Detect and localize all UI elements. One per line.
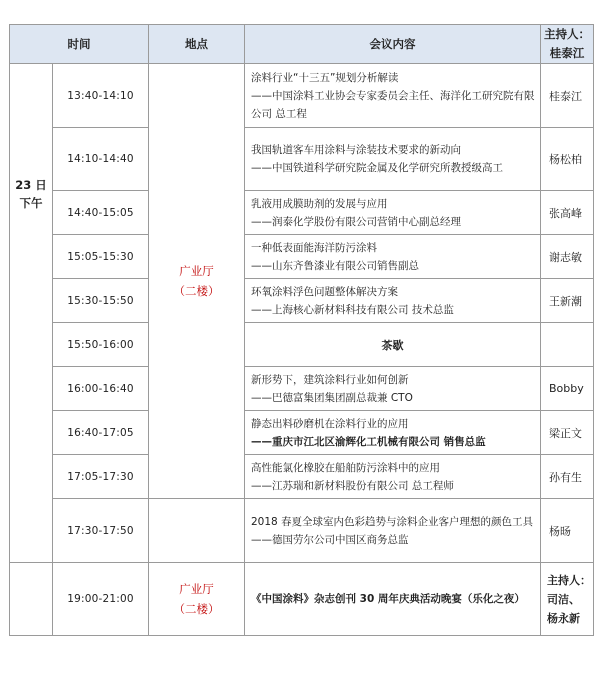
host-cell: 梁正文	[541, 411, 594, 455]
time-cell: 17:30-17:50	[53, 499, 149, 563]
host-cell: 杨旸	[541, 499, 594, 563]
topic-speaker: ——中国涂料工业协会专家委员会主任、海洋化工研究院有限公司 总工程	[251, 89, 535, 120]
header-venue: 地点	[149, 25, 245, 64]
host-cell: 谢志敏	[541, 235, 594, 279]
topic-title: 一种低表面能海洋防污涂料	[251, 241, 377, 254]
topic-title: 高性能氯化橡胶在船舶防污涂料中的应用	[251, 461, 440, 474]
header-host-name: 桂泰江	[549, 46, 585, 60]
topic-cell	[245, 411, 541, 455]
time-cell: 15:05-15:30	[53, 235, 149, 279]
host-name: 司洁、	[547, 592, 580, 606]
tea-break-label: 茶歇	[245, 323, 541, 367]
day-label: 23 日	[15, 178, 47, 192]
time-cell: 15:50-16:00	[53, 323, 149, 367]
venue-name: 广业厅	[179, 264, 214, 278]
table-row	[10, 64, 594, 128]
topic-title: 涂料行业“十三五”规划分析解读	[251, 71, 399, 84]
table-row	[10, 411, 594, 455]
time-cell: 19:00-21:00	[53, 563, 149, 636]
topic-title: 静态出料砂磨机在涂料行业的应用	[251, 417, 409, 430]
table-row	[10, 455, 594, 499]
table-row	[10, 367, 594, 411]
venue-cell-empty	[149, 499, 245, 563]
banquet-title: 《中国涂料》杂志创刊 30 周年庆典活动晚宴（乐化之夜）	[251, 593, 525, 605]
header-host-label: 主持人：	[544, 27, 590, 41]
time-cell: 15:30-15:50	[53, 279, 149, 323]
host-cell: 桂泰江	[541, 64, 594, 128]
table-row	[10, 279, 594, 323]
day-cell	[10, 64, 53, 563]
time-cell: 14:10-14:40	[53, 128, 149, 191]
topic-cell	[245, 64, 541, 128]
time-cell: 14:40-15:05	[53, 191, 149, 235]
day-period: 下午	[19, 196, 43, 210]
time-cell: 17:05-17:30	[53, 455, 149, 499]
topic-cell	[245, 563, 541, 636]
topic-cell	[245, 455, 541, 499]
venue-cell	[149, 563, 245, 636]
host-cell	[541, 563, 594, 636]
topic-cell	[245, 279, 541, 323]
topic-title: 环氧涂料浮色问题整体解决方案	[251, 285, 398, 298]
topic-speaker: ——江苏瑞和新材料股份有限公司 总工程师	[251, 479, 454, 492]
topic-cell	[245, 128, 541, 191]
table-row	[10, 128, 594, 191]
table-row	[10, 499, 594, 563]
table-row	[10, 235, 594, 279]
host-cell: Bobby	[541, 367, 594, 411]
topic-cell	[245, 367, 541, 411]
host-cell: 杨松柏	[541, 128, 594, 191]
topic-cell	[245, 235, 541, 279]
venue-floor: （二楼）	[173, 602, 220, 616]
topic-speaker: ——中国铁道科学研究院金属及化学研究所教授级高工	[251, 162, 503, 174]
venue-cell	[149, 64, 245, 499]
topic-title: 我国轨道客车用涂料与涂装技术要求的新动向	[251, 144, 461, 156]
topic-speaker: ——德国劳尔公司中国区商务总监	[251, 533, 409, 546]
host-cell	[541, 323, 594, 367]
table-row	[10, 191, 594, 235]
header-time: 时间	[10, 25, 149, 64]
topic-speaker: ——山东齐鲁漆业有限公司销售副总	[251, 259, 419, 272]
topic-title: 乳液用成膜助剂的发展与应用	[251, 197, 388, 210]
header-content: 会议内容	[245, 25, 541, 64]
host-cell: 孙有生	[541, 455, 594, 499]
host-cell: 张高峰	[541, 191, 594, 235]
topic-speaker: ——重庆市江北区渝辉化工机械有限公司 销售总监	[251, 435, 486, 448]
table-row	[10, 563, 594, 636]
venue-name: 广业厅	[179, 582, 214, 596]
topic-speaker: ——润泰化学股份有限公司营销中心副总经理	[251, 215, 461, 228]
table-row	[10, 323, 594, 367]
schedule-table	[9, 24, 594, 636]
header-row	[10, 25, 594, 64]
header-host	[541, 25, 594, 64]
topic-cell	[245, 191, 541, 235]
host-cell: 王新潮	[541, 279, 594, 323]
host-label: 主持人：	[547, 573, 591, 587]
topic-title: 2018 春夏全球室内色彩趋势与涂料企业客户理想的颜色工具	[251, 515, 534, 528]
time-cell: 16:00-16:40	[53, 367, 149, 411]
day-cell-empty	[10, 563, 53, 636]
topic-speaker: ——巴德富集团集团副总裁兼 CTO	[251, 391, 413, 404]
time-cell: 13:40-14:10	[53, 64, 149, 128]
topic-title: 新形势下，建筑涂料行业如何创新	[251, 373, 409, 386]
time-cell: 16:40-17:05	[53, 411, 149, 455]
topic-speaker: ——上海核心新材料科技有限公司 技术总监	[251, 303, 454, 316]
topic-cell	[245, 499, 541, 563]
venue-floor: （二楼）	[173, 284, 220, 298]
host-name: 杨永新	[547, 611, 580, 625]
